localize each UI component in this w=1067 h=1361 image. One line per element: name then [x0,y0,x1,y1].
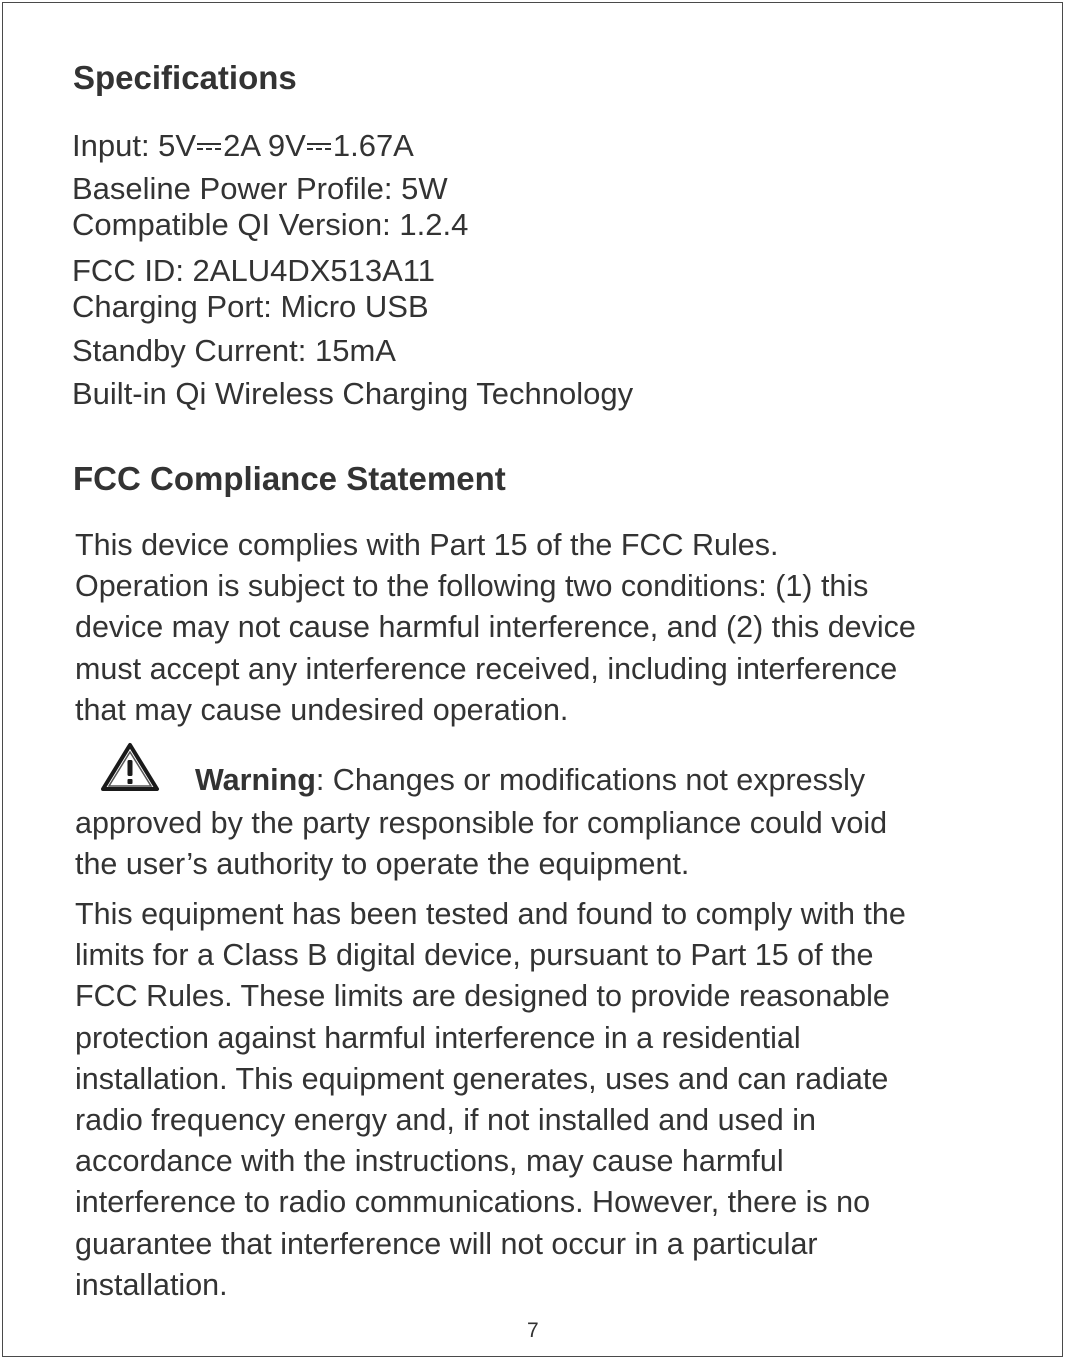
paragraph-line: installation. This equipment generates, uses and can radiate [75,1061,889,1096]
paragraph-line: Operation is subject to the following two conditions: (1) this [75,569,869,604]
paragraph-line: accordance with the instructions, may cause harmful [75,1144,784,1179]
warning-label: Warning [195,763,316,797]
manual-page [2,2,1063,1357]
paragraph-line: approved by the party responsible for compliance could void [75,806,888,840]
paragraph-line: guarantee that interference will not occur in a particular [75,1226,818,1261]
paragraph-line: the user’s authority to operate the equipment. [75,847,690,882]
spec-baseline-power: Baseline Power Profile: 5W [72,171,448,206]
spec-standby-current: Standby Current: 15mA [72,333,396,368]
spec-input [72,128,414,164]
warning-first-line [195,760,865,801]
spec-charging-port: Charging Port: Micro USB [72,289,429,324]
dc-current-icon [307,140,331,154]
dc-current-icon [197,140,221,154]
paragraph-line: interference to radio communications. However, there is no [75,1185,871,1220]
spec-fcc-id: FCC ID: 2ALU4DX513A11 [72,253,435,288]
fcc-heading: FCC Compliance Statement [73,460,506,497]
warning-text: : Changes or modifications not expressly [315,763,866,797]
warning-paragraph [75,803,887,885]
spec-input-end: 1.67A [332,128,414,163]
paragraph-line: This device complies with Part 15 of the FCC Rules. [75,528,779,562]
paragraph-line: device may not cause harmful interference, and (2) this device [75,610,916,645]
spec-input-prefix: Input: 5V [72,128,197,163]
paragraph-line: This equipment has been tested and found to comply with the [75,897,906,931]
paragraph-line: that may cause undesired operation. [75,692,569,727]
spec-qi-version: Compatible QI Version: 1.2.4 [72,207,469,242]
spec-input-mid: 2A 9V [223,128,306,163]
fcc-paragraph-2 [75,894,906,1306]
spec-builtin-qi: Built-in Qi Wireless Charging Technology [72,376,634,411]
warning-triangle-icon [99,741,161,793]
paragraph-line: limits for a Class B digital device, pursuant to Part 15 of the [75,938,874,973]
page-number: 7 [527,1319,539,1342]
paragraph-line: protection against harmful interference in a residential [75,1020,801,1055]
specifications-heading: Specifications [73,59,297,96]
paragraph-line: FCC Rules. These limits are designed to provide reasonable [75,979,890,1014]
fcc-paragraph-1 [75,525,916,731]
paragraph-line: radio frequency energy and, if not installed and used in [75,1102,816,1137]
paragraph-line: installation. [75,1267,228,1302]
paragraph-line: must accept any interference received, including interference [75,651,898,686]
